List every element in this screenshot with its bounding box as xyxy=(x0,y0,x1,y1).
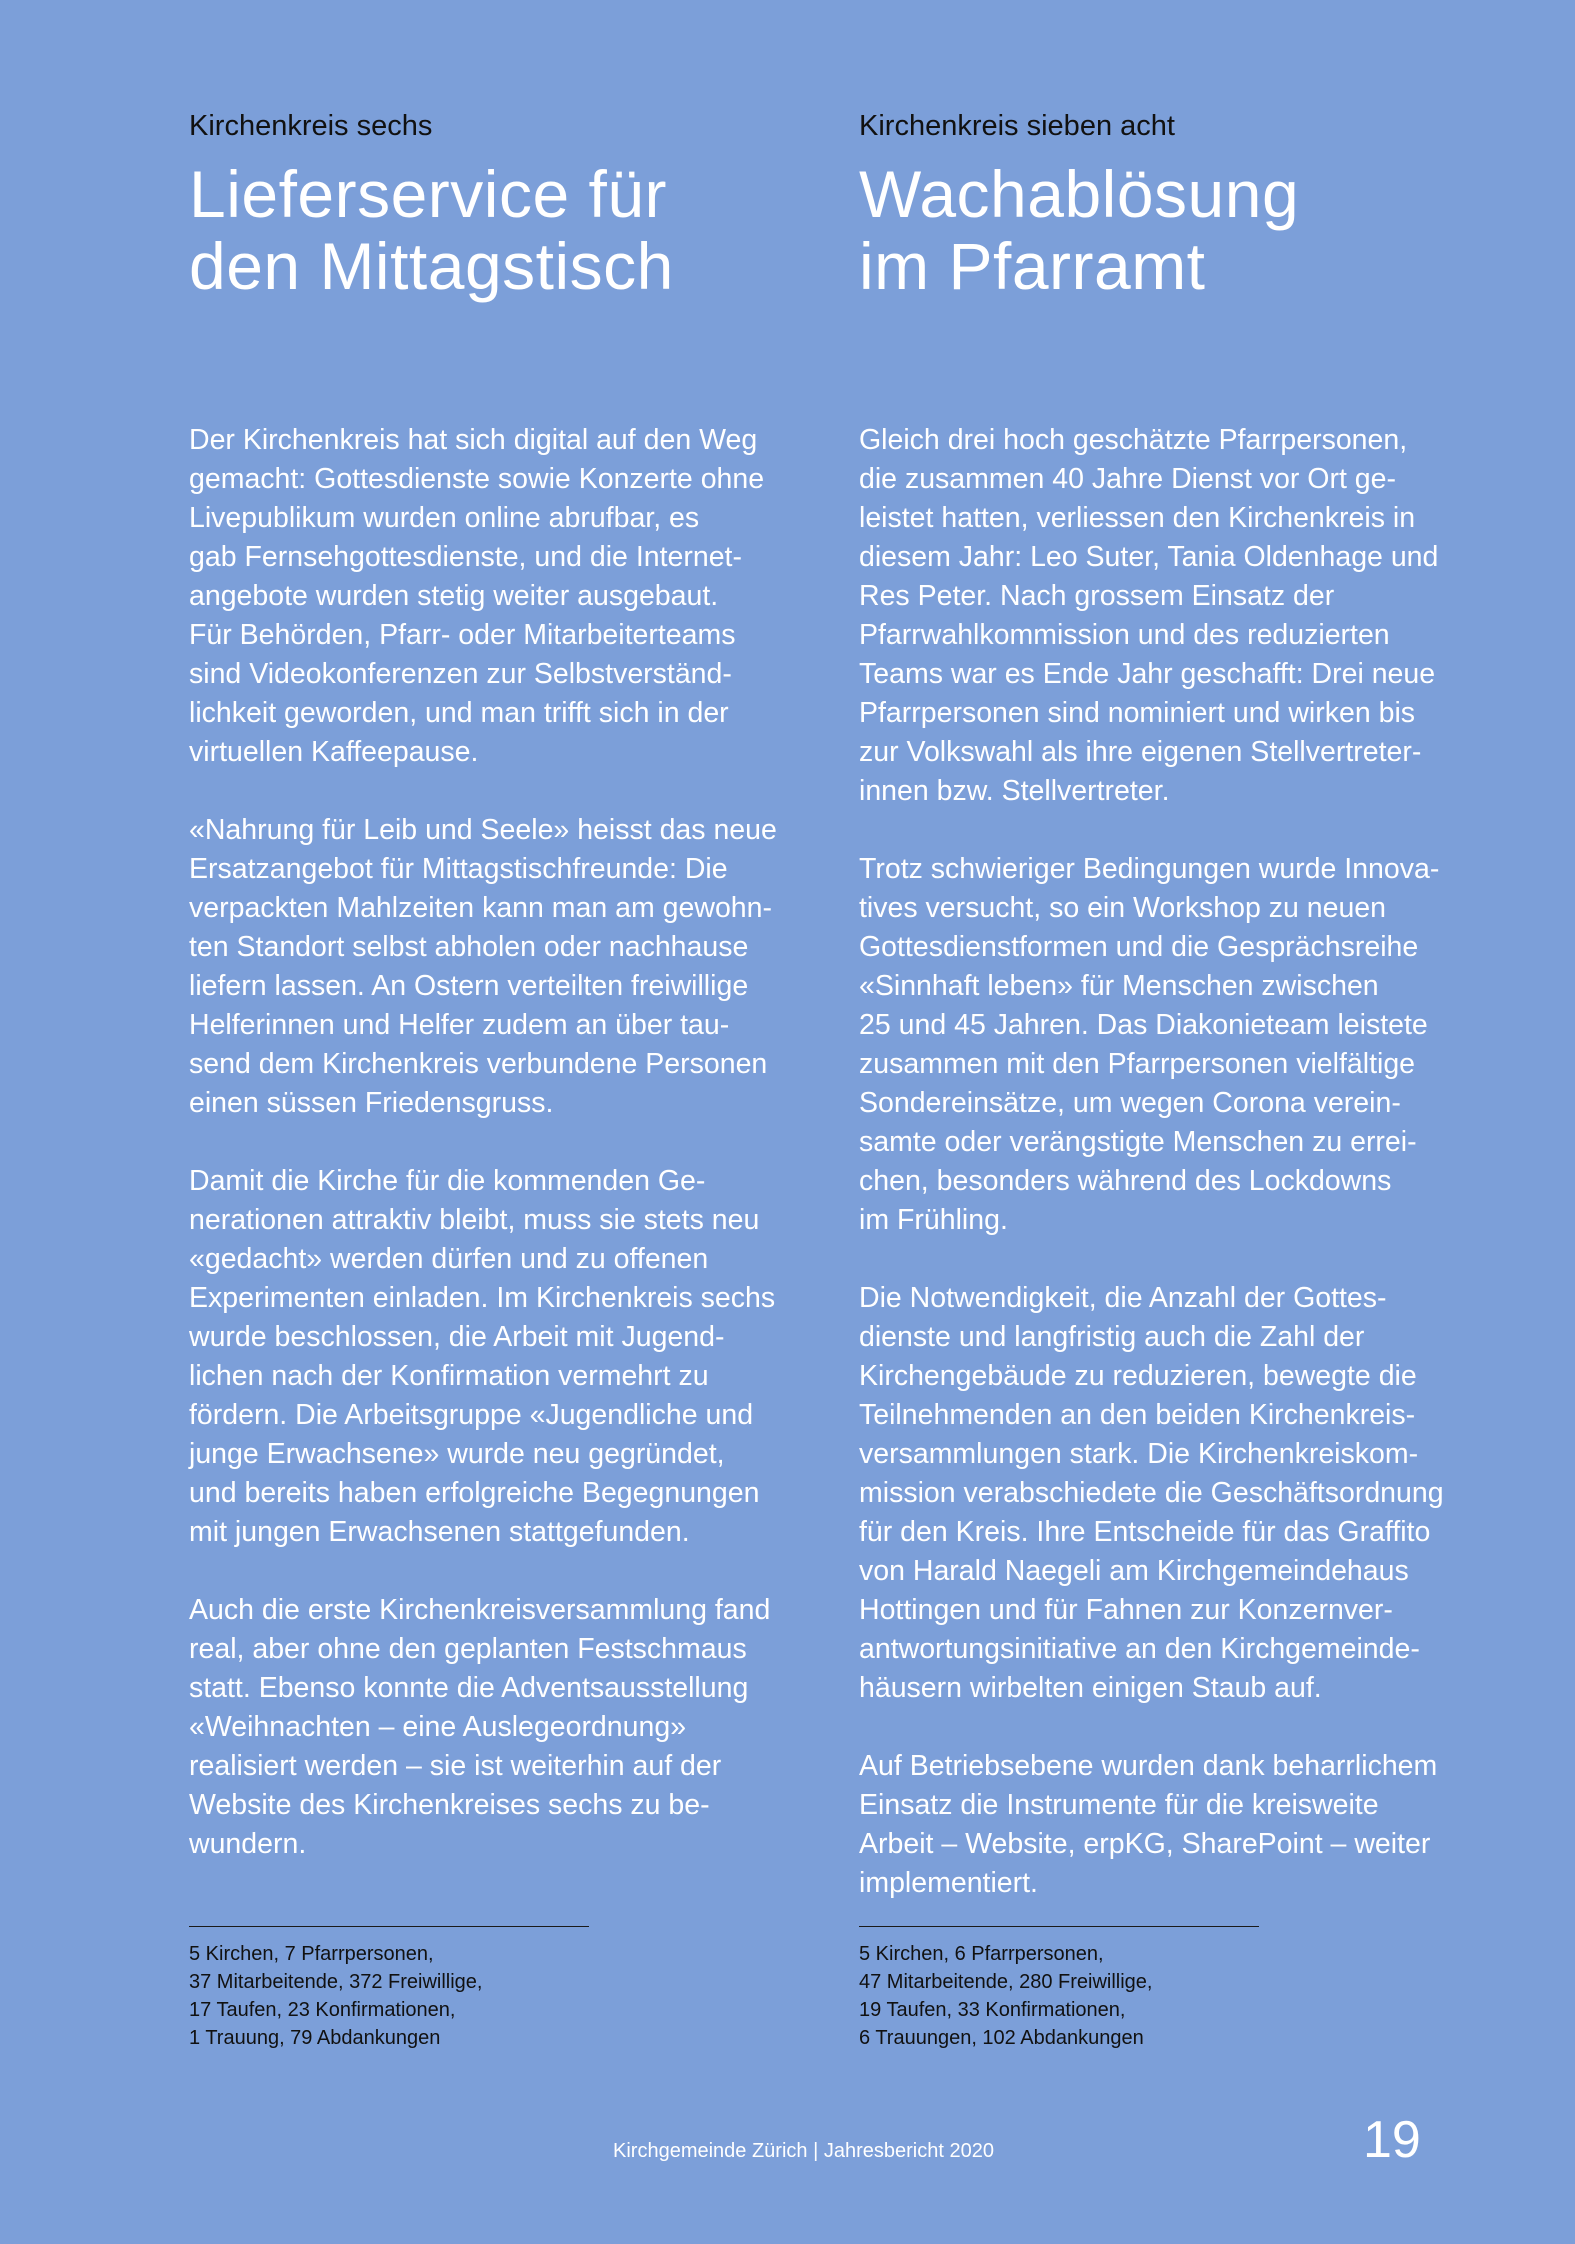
text-line: Damit die Kirche für die kommenden Ge- xyxy=(189,1165,706,1197)
text-line: Für Behörden, Pfarr- oder Mitarbeiterteams xyxy=(189,619,736,651)
text-line: Hottingen und für Fahnen zur Konzernver- xyxy=(859,1594,1393,1626)
text-line: «Weihnachten – eine Auslegeordnung» xyxy=(189,1711,687,1743)
text-line: Die Notwendigkeit, die Anzahl der Gottes- xyxy=(859,1282,1387,1314)
text-line: realisiert werden – sie ist weiterhin auf der xyxy=(189,1750,722,1782)
facts-line: 19 Taufen, 33 Konfirmationen, xyxy=(859,1999,1126,2021)
text-line: «Sinnhaft leben» für Menschen zwischen xyxy=(859,970,1379,1002)
text-line: tives versucht, so ein Workshop zu neuen xyxy=(859,892,1386,924)
paragraph xyxy=(859,850,1444,1240)
article-headline xyxy=(859,158,1299,302)
text-line: Pfarrpersonen sind nominiert und wirken bis xyxy=(859,697,1416,729)
text-line: wurde beschlossen, die Arbeit mit Jugend- xyxy=(189,1321,725,1353)
text-line: Website des Kirchenkreises sechs zu be- xyxy=(189,1789,710,1821)
facts-line: 37 Mitarbeitende, 372 Freiwillige, xyxy=(189,1971,483,1993)
text-line: samte oder verängstigte Menschen zu errei- xyxy=(859,1126,1417,1158)
headline-line: Lieferservice für xyxy=(189,157,668,231)
text-line: Einsatz die Instrumente für die kreisweite xyxy=(859,1789,1379,1821)
text-line: wundern. xyxy=(189,1828,307,1860)
paragraph xyxy=(189,1162,777,1552)
article-body xyxy=(189,421,777,1903)
footer-publication: Kirchgemeinde Zürich | Jahresbericht 2020 xyxy=(613,2140,994,2162)
text-line: chen, besonders während des Lockdowns xyxy=(859,1165,1392,1197)
text-line: Kirchengebäude zu reduzieren, bewegte die xyxy=(859,1360,1417,1392)
headline-line: Wachablösung xyxy=(859,157,1300,231)
text-line: Auch die erste Kirchenkreisversammlung fand xyxy=(189,1594,771,1626)
text-line: Gleich drei hoch geschätzte Pfarrpersonen, xyxy=(859,424,1408,456)
paragraph xyxy=(189,1591,777,1864)
text-line: zusammen mit den Pfarrpersonen vielfältige xyxy=(859,1048,1416,1080)
text-line: Helferinnen und Helfer zudem an über tau- xyxy=(189,1009,730,1041)
text-line: zur Volkswahl als ihre eigenen Stellvertreter- xyxy=(859,736,1422,768)
article-headline xyxy=(189,158,674,302)
text-line: mission verabschiedete die Geschäftsordnung xyxy=(859,1477,1444,1509)
text-line: Teilnehmenden an den beiden Kirchenkreis- xyxy=(859,1399,1416,1431)
headline-line: im Pfarramt xyxy=(859,229,1206,303)
text-line: und bereits haben erfolgreiche Begegnungen xyxy=(189,1477,760,1509)
text-line: lichkeit geworden, und man trifft sich in der xyxy=(189,697,729,729)
facts-line: 47 Mitarbeitende, 280 Freiwillige, xyxy=(859,1971,1153,1993)
text-line: versammlungen stark. Die Kirchenkreiskom- xyxy=(859,1438,1419,1470)
section-kicker: Kirchenkreis sieben acht xyxy=(859,110,1175,142)
text-line: häusern wirbelten einigen Staub auf. xyxy=(859,1672,1322,1704)
text-line: mit jungen Erwachsenen stattgefunden. xyxy=(189,1516,690,1548)
text-line: lichen nach der Konfirmation vermehrt zu xyxy=(189,1360,709,1392)
text-line: Livepublikum wurden online abrufbar, es xyxy=(189,502,700,534)
text-line: junge Erwachsene» wurde neu gegründet, xyxy=(189,1438,725,1470)
paragraph xyxy=(189,811,777,1123)
text-line: von Harald Naegeli am Kirchgemeindehaus xyxy=(859,1555,1409,1587)
text-line: Gottesdienstformen und die Gesprächsreihe xyxy=(859,931,1419,963)
paragraph xyxy=(189,421,777,772)
text-line: «Nahrung für Leib und Seele» heisst das neue xyxy=(189,814,777,846)
paragraph xyxy=(859,421,1444,811)
section-kicker: Kirchenkreis sechs xyxy=(189,110,433,142)
text-line: leistet hatten, verliessen den Kirchenkreis in xyxy=(859,502,1416,534)
text-line: «gedacht» werden dürfen und zu offenen xyxy=(189,1243,709,1275)
text-line: Der Kirchenkreis hat sich digital auf den Weg xyxy=(189,424,758,456)
text-line: die zusammen 40 Jahre Dienst vor Ort ge- xyxy=(859,463,1396,495)
text-line: real, aber ohne den geplanten Festschmaus xyxy=(189,1633,747,1665)
headline-line: den Mittagstisch xyxy=(189,229,674,303)
text-line: fördern. Die Arbeitsgruppe «Jugendliche und xyxy=(189,1399,754,1431)
text-line: Teams war es Ende Jahr geschafft: Drei neue xyxy=(859,658,1436,690)
text-line: send dem Kirchenkreis verbundene Personen xyxy=(189,1048,768,1080)
facts-line: 6 Trauungen, 102 Abdankungen xyxy=(859,2027,1144,2049)
text-line: gemacht: Gottesdienste sowie Konzerte ohne xyxy=(189,463,765,495)
text-line: diesem Jahr: Leo Suter, Tania Oldenhage und xyxy=(859,541,1439,573)
text-line: Res Peter. Nach grossem Einsatz der xyxy=(859,580,1335,612)
text-line: einen süssen Friedensgruss. xyxy=(189,1087,554,1119)
text-line: Ersatzangebot für Mittagstischfreunde: Die xyxy=(189,853,728,885)
text-line: implementiert. xyxy=(859,1867,1038,1899)
text-line: virtuellen Kaffeepause. xyxy=(189,736,479,768)
text-line: angebote wurden stetig weiter ausgebaut. xyxy=(189,580,719,612)
text-line: sind Videokonferenzen zur Selbstverständ- xyxy=(189,658,732,690)
page-number: 19 xyxy=(1363,2111,1421,2169)
text-line: liefern lassen. An Ostern verteilten freiwillige xyxy=(189,970,749,1002)
facts-divider xyxy=(859,1926,1259,1927)
facts-line: 5 Kirchen, 6 Pfarrpersonen, xyxy=(859,1943,1104,1965)
facts-line: 17 Taufen, 23 Konfirmationen, xyxy=(189,1999,456,2021)
text-line: 25 und 45 Jahren. Das Diakonieteam leistete xyxy=(859,1009,1428,1041)
facts-box xyxy=(859,1940,1153,2052)
facts-box xyxy=(189,1940,483,2052)
text-line: statt. Ebenso konnte die Adventsausstellung xyxy=(189,1672,749,1704)
text-line: für den Kreis. Ihre Entscheide für das Graffito xyxy=(859,1516,1431,1548)
text-line: innen bzw. Stellvertreter. xyxy=(859,775,1170,807)
text-line: ten Standort selbst abholen oder nachhause xyxy=(189,931,749,963)
article-body xyxy=(859,421,1444,1942)
text-line: Pfarrwahlkommission und des reduzierten xyxy=(859,619,1390,651)
facts-line: 1 Trauung, 79 Abdankungen xyxy=(189,2027,441,2049)
text-line: antwortungsinitiative an den Kirchgemeinde- xyxy=(859,1633,1420,1665)
text-line: nerationen attraktiv bleibt, muss sie stets neu xyxy=(189,1204,760,1236)
text-line: im Frühling. xyxy=(859,1204,1008,1236)
text-line: Auf Betriebsebene wurden dank beharrlichem xyxy=(859,1750,1438,1782)
text-line: Experimenten einladen. Im Kirchenkreis sechs xyxy=(189,1282,776,1314)
text-line: verpackten Mahlzeiten kann man am gewohn- xyxy=(189,892,772,924)
facts-line: 5 Kirchen, 7 Pfarrpersonen, xyxy=(189,1943,434,1965)
text-line: Trotz schwieriger Bedingungen wurde Innova- xyxy=(859,853,1440,885)
facts-divider xyxy=(189,1926,589,1927)
text-line: Sondereinsätze, um wegen Corona verein- xyxy=(859,1087,1401,1119)
text-line: Arbeit – Website, erpKG, SharePoint – weiter xyxy=(859,1828,1431,1860)
text-line: dienste und langfristig auch die Zahl der xyxy=(859,1321,1365,1353)
text-line: gab Fernsehgottesdienste, und die Internet- xyxy=(189,541,742,573)
paragraph xyxy=(859,1747,1444,1903)
paragraph xyxy=(859,1279,1444,1708)
